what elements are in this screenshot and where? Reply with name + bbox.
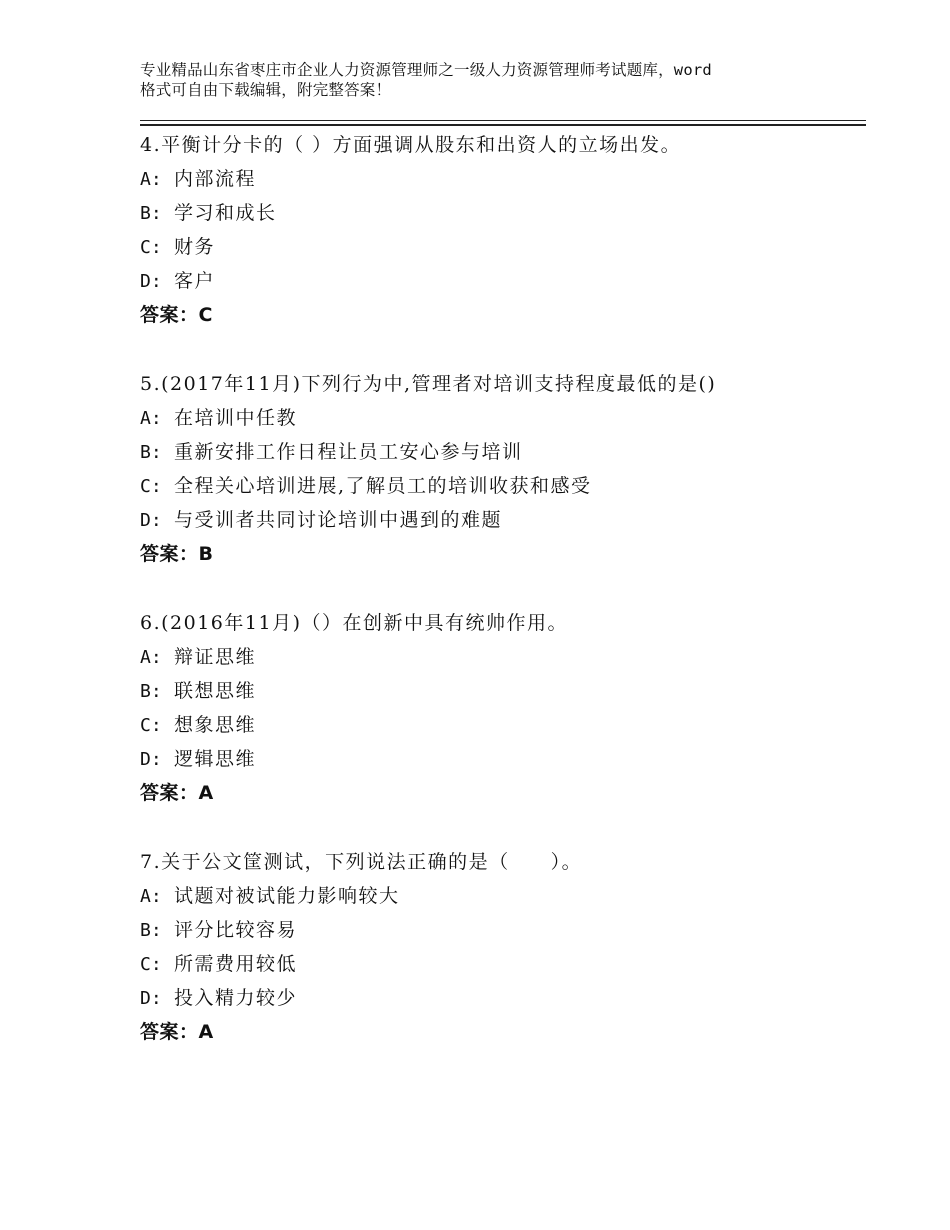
header-divider-thin [140,120,866,121]
option-letter: A: [140,886,162,907]
option-text: 辩证思维 [174,646,257,668]
option-letter: B: [140,442,162,463]
answer-line: 答案：A [140,1021,214,1043]
question-5 [140,367,860,571]
option-text: 重新安排工作日程让员工安心参与培训 [174,441,523,463]
option-letter: B: [140,681,162,702]
option-letter: A: [140,408,162,429]
option-text: 试题对被试能力影响较大 [174,885,400,907]
option-b [140,674,860,708]
question-stem: 6.(2016年11月)（）在创新中具有统帅作用。 [140,612,568,634]
option-letter: D: [140,271,162,292]
document-header [140,60,840,100]
option-letter: D: [140,749,162,770]
option-text: 学习和成长 [174,202,277,224]
option-letter: C: [140,954,162,975]
option-b [140,913,860,947]
option-text: 在培训中任教 [174,407,298,429]
option-a [140,401,860,435]
question-4 [140,128,860,332]
option-text: 全程关心培训进展,了解员工的培训收获和感受 [174,475,592,497]
option-c [140,708,860,742]
question-7 [140,845,860,1049]
question-stem: 4.平衡计分卡的（ ）方面强调从股东和出资人的立场出发。 [140,134,682,156]
option-text: 逻辑思维 [174,748,257,770]
option-letter: B: [140,203,162,224]
answer-line: 答案：A [140,782,214,804]
option-letter: D: [140,988,162,1009]
option-d [140,981,860,1015]
option-letter: C: [140,476,162,497]
question-list [140,128,860,1084]
option-letter: C: [140,715,162,736]
option-letter: A: [140,647,162,668]
option-c [140,469,860,503]
option-letter: B: [140,920,162,941]
option-letter: A: [140,169,162,190]
question-stem: 5.(2017年11月)下列行为中,管理者对培训支持程度最低的是() [140,373,717,395]
option-a [140,162,860,196]
option-letter: D: [140,510,162,531]
option-text: 评分比较容易 [174,919,298,941]
question-stem: 7.关于公文筐测试，下列说法正确的是（ ）。 [140,851,583,873]
option-text: 内部流程 [174,168,257,190]
question-6 [140,606,860,810]
option-text: 联想思维 [174,680,257,702]
option-b [140,435,860,469]
header-line-1: 专业精品山东省枣庄市企业人力资源管理师之一级人力资源管理师考试题库，word [140,61,712,79]
option-text: 客户 [174,270,216,292]
option-text: 所需费用较低 [174,953,298,975]
option-text: 想象思维 [174,714,257,736]
header-divider-thick [140,124,866,126]
option-text: 投入精力较少 [174,987,298,1009]
option-text: 财务 [174,236,216,258]
option-d [140,503,860,537]
option-a [140,879,860,913]
option-d [140,264,860,298]
option-c [140,947,860,981]
header-line-2: 格式可自由下载编辑，附完整答案！ [140,81,392,99]
option-d [140,742,860,776]
answer-line: 答案：B [140,543,214,565]
option-b [140,196,860,230]
option-letter: C: [140,237,162,258]
option-c [140,230,860,264]
option-text: 与受训者共同讨论培训中遇到的难题 [174,509,503,531]
answer-line: 答案：C [140,304,213,326]
option-a [140,640,860,674]
